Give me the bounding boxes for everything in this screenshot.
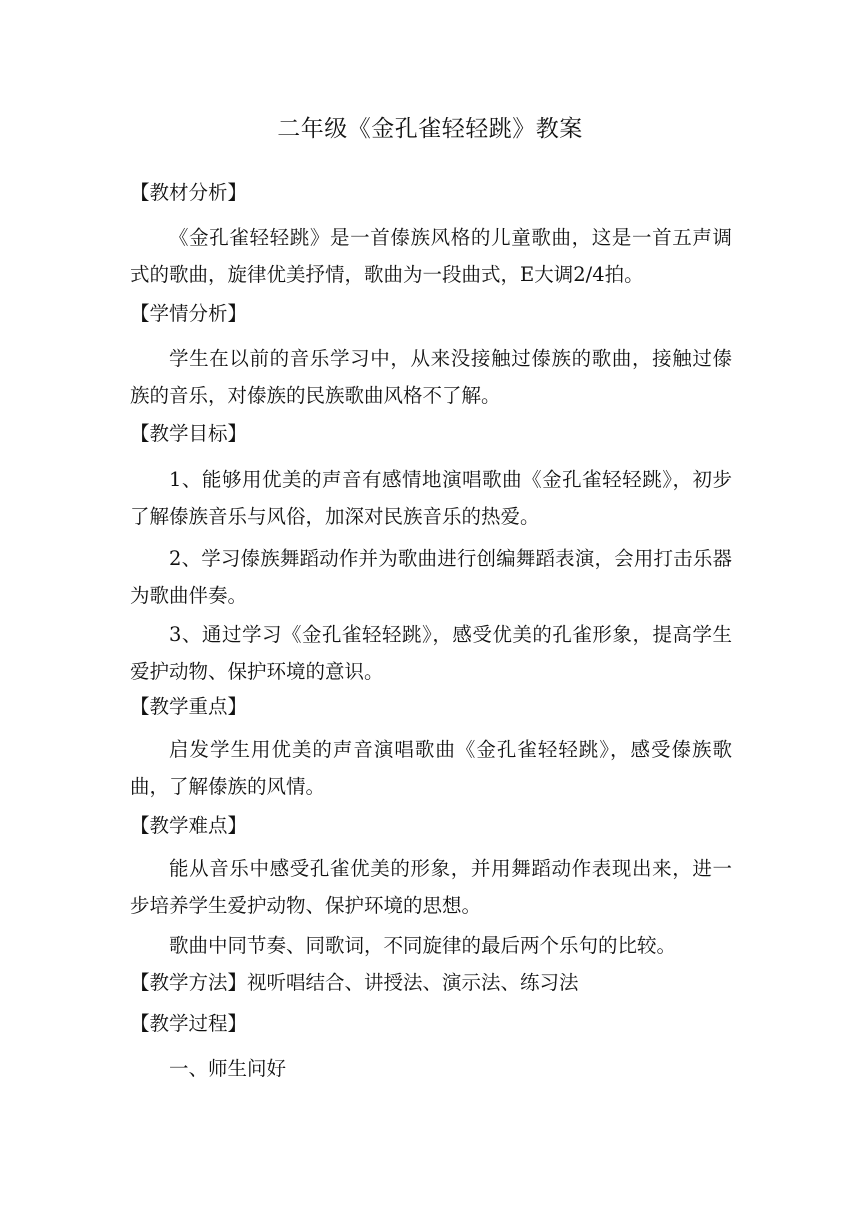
section-body-analysis [130,219,732,293]
methods-text: 视听唱结合、讲授法、演示法、练习法 [247,971,579,994]
document-title: 二年级《金孔雀轻轻跳》教案 [277,116,583,142]
section-heading-key-points: 【教学重点】 [130,695,248,718]
section-body-difficulties-2 [130,927,732,964]
paragraph-students: 学生在以前的音乐学习中，从来没接触过傣族的歌曲，接触过傣族的音乐，对傣族的民族歌曲风格不了解。 [130,347,732,407]
section-body-goals-1 [130,461,732,535]
section-heading-analysis: 【教材分析】 [130,181,248,204]
section-heading-methods: 【教学方法】 [130,971,248,994]
section-body-students [130,340,732,414]
section-heading-difficulties: 【教学难点】 [130,814,248,837]
section-heading-process: 【教学过程】 [130,1012,248,1035]
difficulty-item-1: 能从音乐中感受孔雀优美的形象，并用舞蹈动作表现出来，进一步培养学生爱护动物、保护环境的思想。 [130,857,732,917]
goal-item-2: 2、学习傣族舞蹈动作并为歌曲进行创编舞蹈表演，会用打击乐器为歌曲伴奏。 [130,547,732,607]
section-body-difficulties-1 [130,850,732,924]
section-methods [130,968,579,998]
section-body-process [130,1050,732,1087]
section-body-goals-3 [130,616,732,690]
difficulty-item-2: 歌曲中同节奏、同歌词，不同旋律的最后两个乐句的比较。 [169,934,677,957]
section-heading-goals: 【教学目标】 [130,422,248,445]
section-body-key-points [130,731,732,805]
section-body-goals-2 [130,540,732,614]
paragraph-analysis: 《金孔雀轻轻跳》是一首傣族风格的儿童歌曲，这是一首五声调式的歌曲，旋律优美抒情，歌曲为一段曲式，E大调2/4拍。 [130,226,732,286]
process-step-1: 一、师生问好 [169,1057,287,1080]
goal-item-1: 1、能够用优美的声音有感情地演唱歌曲《金孔雀轻轻跳》，初步了解傣族音乐与风俗，加深对民族音乐的热爱。 [130,468,732,528]
section-heading-students: 【学情分析】 [130,302,248,325]
paragraph-key-points: 启发学生用优美的声音演唱歌曲《金孔雀轻轻跳》，感受傣族歌曲，了解傣族的风情。 [130,738,732,798]
goal-item-3: 3、通过学习《金孔雀轻轻跳》，感受优美的孔雀形象，提高学生爱护动物、保护环境的意识。 [130,623,732,683]
